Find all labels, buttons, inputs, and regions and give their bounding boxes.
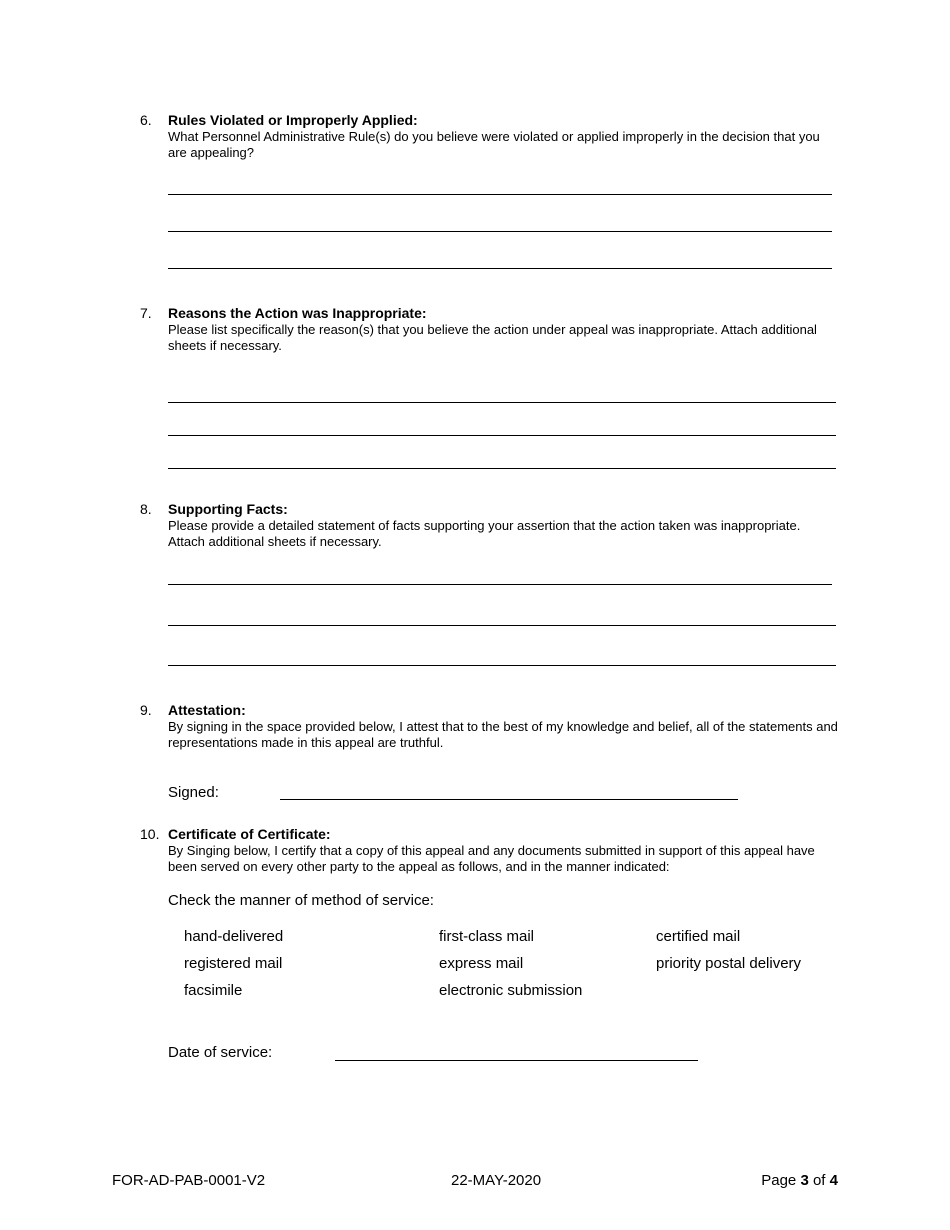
- service-option-priority-postal-delivery[interactable]: priority postal delivery: [656, 955, 802, 972]
- service-option-express-mail[interactable]: express mail: [439, 955, 524, 972]
- service-option-first-class-mail[interactable]: first-class mail: [439, 928, 535, 945]
- date-of-service-label: Date of service:: [168, 1044, 273, 1061]
- section-heading: Supporting Facts:: [168, 501, 288, 517]
- answer-line[interactable]: [168, 194, 832, 195]
- answer-line[interactable]: [168, 402, 836, 403]
- service-option-electronic-submission[interactable]: electronic submission: [439, 982, 583, 999]
- page-current: 3: [800, 1172, 809, 1189]
- section-number: 10.: [140, 826, 160, 842]
- section-heading: Rules Violated or Improperly Applied:: [168, 112, 418, 128]
- service-option-hand-delivered[interactable]: hand-delivered: [184, 928, 284, 945]
- section-heading: Certificate of Certificate:: [168, 826, 331, 842]
- section-number: 9.: [140, 702, 152, 718]
- section-description: By Singing below, I certify that a copy of this appeal and any documents submitted in support of this appeal have been served on every other party to the appeal as follows, and in the manner indicated:: [168, 843, 815, 874]
- page-number: [761, 1172, 838, 1189]
- signature-line[interactable]: [280, 799, 738, 800]
- section-description: Please provide a detailed statement of facts supporting your assertion that the action taken was inappropriate. Attach additional sheets if necessary.: [168, 518, 801, 549]
- section-description: By signing in the space provided below, I attest that to the best of my knowledge and belief, all of the statements and representations made in this appeal are truthful.: [168, 719, 838, 750]
- section-heading: Attestation:: [168, 702, 246, 718]
- date-of-service-line[interactable]: [335, 1060, 698, 1061]
- page-prefix: Page: [761, 1172, 797, 1189]
- form-id: FOR-AD-PAB-0001-V2: [112, 1172, 266, 1189]
- answer-line[interactable]: [168, 268, 832, 269]
- service-option-registered-mail[interactable]: registered mail: [184, 955, 283, 972]
- section-number: 7.: [140, 305, 152, 321]
- answer-line[interactable]: [168, 468, 836, 469]
- section-description: Please list specifically the reason(s) that you believe the action under appeal was inappropriate. Attach additional sheets if necessary.: [168, 322, 817, 353]
- page-total: 4: [829, 1172, 838, 1189]
- service-option-certified-mail[interactable]: certified mail: [656, 928, 741, 945]
- footer-date: 22-MAY-2020: [451, 1172, 542, 1189]
- answer-line[interactable]: [168, 665, 836, 666]
- answer-line[interactable]: [168, 435, 836, 436]
- answer-line[interactable]: [168, 625, 836, 626]
- answer-line[interactable]: [168, 231, 832, 232]
- page-of: of: [812, 1172, 826, 1189]
- signed-label: Signed:: [168, 784, 219, 801]
- service-option-facsimile[interactable]: facsimile: [184, 982, 243, 999]
- section-number: 6.: [140, 112, 152, 128]
- answer-line[interactable]: [168, 584, 832, 585]
- section-number: 8.: [140, 501, 152, 517]
- section-description: What Personnel Administrative Rule(s) do you believe were violated or applied improperly in the decision that you are appealing?: [168, 129, 820, 160]
- service-method-prompt: Check the manner of method of service:: [168, 892, 434, 909]
- section-heading: Reasons the Action was Inappropriate:: [168, 305, 427, 321]
